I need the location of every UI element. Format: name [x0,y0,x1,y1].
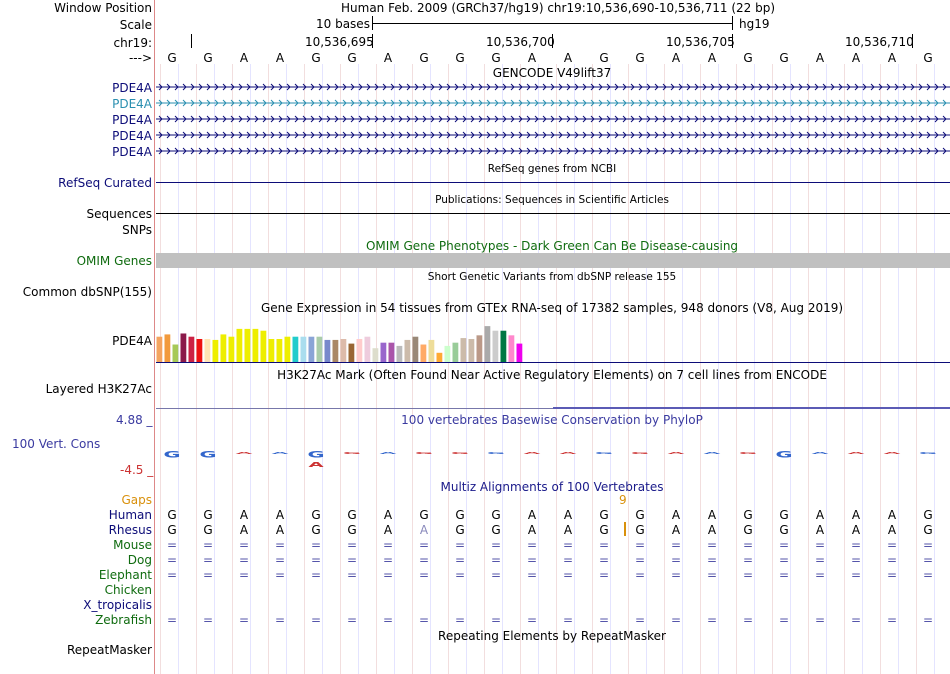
rhesus-base: G [599,523,609,537]
human-base: G [923,508,933,522]
alignment-match: = [238,538,250,552]
sequence-base: G [779,51,789,65]
alignment-match: = [886,538,898,552]
rhesus-base: A [815,523,825,537]
alignment-match: = [670,538,682,552]
alignment-match: = [202,568,214,582]
alignment-match: = [490,538,502,552]
species-chicken[interactable]: Chicken [104,583,152,597]
human-base: G [347,508,357,522]
scale-bar-left-cap [372,16,373,30]
conservation-base-positive: G [775,448,793,460]
alignment-match: = [670,553,682,567]
conservation-base-negative: G [342,451,362,455]
alignment-match: = [814,538,826,552]
alignment-match: = [706,553,718,567]
alignment-match: = [562,538,574,552]
conservation-base-negative: G [630,451,650,455]
alignment-match: = [238,553,250,567]
gtex-tissue-bar [181,333,187,362]
alignment-match: = [634,538,646,552]
alignment-match: = [562,568,574,582]
sequence-base: A [851,51,861,65]
gtex-tissue-bar [165,334,171,362]
alignment-match: = [346,538,358,552]
gencode-label[interactable]: PDE4A [112,81,152,95]
alignment-match: = [166,538,178,552]
gtex-tissue-bar [509,335,515,362]
multiz-title[interactable]: Multiz Alignments of 100 Vertebrates [440,480,664,494]
sequence-base: G [491,51,501,65]
sequence-base: G [311,51,321,65]
alignment-match: = [418,613,430,627]
scale-bar-right-cap [732,16,733,30]
rhesus-base: G [455,523,465,537]
gtex-tissue-bar [173,345,179,362]
alignment-match: = [382,538,394,552]
gtex-label[interactable]: PDE4A [112,334,152,348]
alignment-match: = [202,538,214,552]
human-base: G [491,508,501,522]
sequence-base: G [347,51,357,65]
human-base: G [599,508,609,522]
alignment-match: = [454,538,466,552]
human-base: G [311,508,321,522]
alignment-match: = [706,568,718,582]
alignment-match: = [310,538,322,552]
conservation-base-negative: A [308,461,324,469]
gtex-tissue-bar [493,331,499,362]
conservation-base-negative: A [667,451,685,455]
refseq-label[interactable]: RefSeq Curated [58,176,152,190]
human-base: A [527,508,537,522]
gtex-tissue-bar [157,337,163,362]
rhesus-base: A [851,523,861,537]
gtex-tissue-bar [221,334,227,362]
alignment-match: = [778,568,790,582]
dbsnp-title[interactable]: Short Genetic Variants from dbSNP release 155 [427,271,677,283]
publications-line[interactable] [156,213,950,214]
rhesus-base: G [743,523,753,537]
alignment-match: = [166,568,178,582]
gtex-tissue-bar [477,335,483,362]
alignment-match: = [562,553,574,567]
rhesus-base: A [275,523,285,537]
alignment-match: = [598,613,610,627]
gtex-tissue-bar [349,344,355,362]
alignment-match: = [202,553,214,567]
rhesus-base: G [347,523,357,537]
alignment-match: = [778,613,790,627]
h3k27ac-signal[interactable] [553,407,950,409]
alignment-match: = [490,568,502,582]
species-dog[interactable]: Dog [127,553,152,567]
conservation-base-negative: A [271,451,289,455]
rhesus-base: A [671,523,681,537]
conservation-base-negative: A [379,451,397,455]
conservation-label[interactable]: 100 Vert. Cons [12,437,101,451]
conservation-base-negative: A [235,451,253,455]
alignment-match: = [346,553,358,567]
sequence-base: G [743,51,753,65]
gtex-tissue-bar [213,340,219,362]
dbsnp-label[interactable]: Common dbSNP(155) [22,285,152,299]
human-base: A [671,508,681,522]
alignment-match: = [310,613,322,627]
gencode-label[interactable]: PDE4A [112,97,152,111]
alignment-match: = [634,568,646,582]
gencode-label[interactable]: PDE4A [112,129,152,143]
alignment-match: = [238,613,250,627]
gtex-tissue-bar [301,337,307,362]
alignment-match: = [886,568,898,582]
conservation-base-negative: A [847,451,865,455]
gtex-tissue-bar [325,340,331,362]
sequence-base: A [815,51,825,65]
conservation-base-negative: G [594,451,614,455]
gtex-bars[interactable] [156,316,950,364]
gtex-tissue-bar [357,339,363,362]
species-x-tropicalis[interactable]: X_tropicalis [83,598,152,612]
sequence-base: G [455,51,465,65]
alignment-match: = [382,568,394,582]
conservation-base-negative: A [703,451,721,455]
alignment-match: = [922,538,934,552]
alignment-match: = [418,553,430,567]
gtex-tissue-bar [445,346,451,362]
conservation-base-negative: G [414,451,434,455]
species-human[interactable]: Human [108,508,152,522]
tick-label: 10,536,705 [666,35,735,49]
gtex-tissue-bar [517,344,523,362]
gtex-tissue-bar [277,339,283,362]
sequence-base: G [167,51,177,65]
gaps-label: Gaps [121,493,152,507]
conservation-base-negative: A [559,451,577,455]
refseq-line[interactable] [156,182,950,183]
sequence-base: A [563,51,573,65]
alignment-match: = [922,568,934,582]
gtex-tissue-bar [197,339,203,362]
gtex-title[interactable]: Gene Expression in 54 tissues from GTEx RNA-seq of 17382 samples, 948 donors (V8, Aug 2019) [260,301,844,315]
alignment-match: = [742,568,754,582]
alignment-match: = [274,613,286,627]
alignment-match: = [634,613,646,627]
human-base: A [383,508,393,522]
gtex-tissue-bar [341,339,347,362]
gtex-tissue-bar [421,345,427,362]
conservation-base-positive: G [307,448,325,460]
human-base: G [167,508,177,522]
conservation-title[interactable]: 100 vertebrates Basewise Conservation by PhyloP [401,413,703,427]
assembly-label: hg19 [739,17,770,31]
alignment-match: = [850,553,862,567]
alignment-match: = [886,553,898,567]
rhesus-base: G [311,523,321,537]
sequence-base: G [923,51,933,65]
alignment-match: = [598,568,610,582]
alignment-match: = [418,568,430,582]
tick-label: 10,536,700 [486,35,555,49]
omim-bar[interactable] [156,253,950,268]
gtex-tissue-bar [269,339,275,362]
omim-title[interactable]: OMIM Gene Phenotypes - Dark Green Can Be Disease-causing [365,239,739,253]
gtex-tissue-bar [429,340,435,362]
alignment-match: = [598,538,610,552]
alignment-match: = [778,553,790,567]
gtex-tissue-bar [389,343,395,362]
conservation-base-positive: G [163,448,181,460]
gtex-tissue-bar [333,340,339,362]
human-base: G [455,508,465,522]
refseq-title[interactable]: RefSeq genes from NCBI [487,163,617,175]
alignment-match: = [454,568,466,582]
conservation-base-negative: G [918,451,938,455]
alignment-match: = [598,553,610,567]
alignment-match: = [382,553,394,567]
conservation-base-negative: G [486,451,506,455]
insertion-marker [624,522,626,536]
h3k27ac-label[interactable]: Layered H3K27Ac [45,382,152,396]
alignment-match: = [670,613,682,627]
repeatmasker-title[interactable]: Repeating Elements by RepeatMasker [438,629,666,643]
rhesus-base: G [491,523,501,537]
gtex-tissue-bar [469,339,475,362]
species-mouse[interactable]: Mouse [113,538,152,552]
strand-label: ---> [128,51,152,65]
rhesus-base: A [527,523,537,537]
alignment-match: = [526,613,538,627]
alignment-match: = [454,553,466,567]
alignment-match: = [562,613,574,627]
sequence-base: G [203,51,213,65]
alignment-match: = [418,538,430,552]
alignment-match: = [886,613,898,627]
alignment-match: = [922,613,934,627]
conservation-base-negative: A [523,451,541,455]
alignment-match: = [850,613,862,627]
rhesus-base: A [707,523,717,537]
species-zebrafish[interactable]: Zebrafish [95,613,152,627]
conservation-base-negative: G [738,451,758,455]
publications-title[interactable]: Publications: Sequences in Scientific Articles [435,194,669,206]
alignment-match: = [778,538,790,552]
gtex-tissue-bar [397,346,403,362]
alignment-match: = [274,568,286,582]
alignment-match: = [382,613,394,627]
gtex-tissue-bar [453,343,459,362]
position-text: Human Feb. 2009 (GRCh37/hg19) chr19:10,536,690-10,536,711 (22 bp) [341,1,776,15]
gtex-tissue-bar [365,337,371,362]
human-base: A [707,508,717,522]
alignment-match: = [454,613,466,627]
alignment-match: = [490,613,502,627]
human-base: A [851,508,861,522]
gtex-tissue-bar [373,348,379,362]
gencode-title[interactable]: GENCODE V49lift37 [492,66,612,80]
alignment-match: = [670,568,682,582]
gtex-tissue-bar [237,329,243,362]
gtex-tissue-bar [437,353,443,362]
conservation-base-negative: A [811,451,829,455]
species-elephant[interactable]: Elephant [98,568,152,582]
gtex-tissue-bar [205,339,211,362]
conservation-base-negative: G [450,451,470,455]
alignment-match: = [850,568,862,582]
alignment-match: = [634,553,646,567]
gtex-tissue-bar [229,337,235,362]
human-base: A [239,508,249,522]
alignment-match: = [310,568,322,582]
human-base: A [887,508,897,522]
alignment-match: = [850,538,862,552]
gtex-tissue-bar [485,326,491,362]
human-base: G [635,508,645,522]
snps-label[interactable]: SNPs [122,223,152,237]
gtex-tissue-bar [253,329,259,362]
rhesus-base: A [239,523,249,537]
sequence-base: A [707,51,717,65]
rhesus-base: G [203,523,213,537]
alignment-match: = [238,568,250,582]
repeatmasker-label[interactable]: RepeatMasker [66,643,152,657]
conservation-base-negative: A [883,451,901,455]
alignment-match: = [742,538,754,552]
alignment-match: = [346,613,358,627]
sequence-base: A [275,51,285,65]
omim-label[interactable]: OMIM Genes [76,254,152,268]
gtex-tissue-bar [293,337,299,362]
gtex-tissue-bar [461,338,467,362]
alignment-match: = [814,553,826,567]
alignment-match: = [274,553,286,567]
alignment-match: = [526,538,538,552]
alignment-match: = [922,553,934,567]
rhesus-base: G [635,523,645,537]
tick-label: 10,536,710 [845,35,914,49]
sequence-base: A [887,51,897,65]
gtex-tissue-bar [413,337,419,362]
window-position-label: Window Position [54,1,152,15]
gtex-tissue-bar [501,331,507,362]
sequence-base: G [419,51,429,65]
conservation-max: 4.88 _ [116,413,153,427]
conservation-base-positive: G [199,448,217,460]
human-base: G [203,508,213,522]
rhesus-base: G [779,523,789,537]
rhesus-base: A [383,523,393,537]
alignment-match: = [202,613,214,627]
human-base: A [275,508,285,522]
alignment-match: = [742,613,754,627]
rhesus-base: A [887,523,897,537]
rhesus-base: A [419,523,429,537]
conservation-min: -4.5 _ [120,463,154,477]
gencode-label[interactable]: PDE4A [112,113,152,127]
scale-label: Scale [119,18,152,32]
alignment-match: = [310,553,322,567]
scale-text: 10 bases [316,17,370,31]
alignment-match: = [706,538,718,552]
alignment-match: = [706,613,718,627]
human-base: G [743,508,753,522]
sequence-base: G [635,51,645,65]
gtex-tissue-bar [317,337,323,362]
alignment-match: = [526,568,538,582]
rhesus-base: G [923,523,933,537]
publications-label[interactable]: Sequences [86,207,152,221]
scale-bar [373,23,732,24]
sequence-base: A [383,51,393,65]
gtex-tissue-bar [309,337,315,362]
alignment-match: = [166,553,178,567]
rhesus-base: G [167,523,177,537]
gtex-tissue-bar [189,337,195,362]
alignment-match: = [526,553,538,567]
h3k27ac-title[interactable]: H3K27Ac Mark (Often Found Near Active Regulatory Elements) on 7 cell lines from ENCODE [277,368,827,382]
gtex-tissue-bar [285,337,291,362]
gencode-label[interactable]: PDE4A [112,145,152,159]
gtex-tissue-bar [381,343,387,362]
gap-count: 9 [619,493,627,507]
sequence-base: G [599,51,609,65]
human-base: G [779,508,789,522]
human-base: A [563,508,573,522]
alignment-match: = [742,553,754,567]
sequence-base: A [671,51,681,65]
alignment-match: = [490,553,502,567]
gtex-tissue-bar [405,340,411,362]
species-rhesus[interactable]: Rhesus [108,523,152,537]
sequence-base: A [527,51,537,65]
gtex-tissue-bar [245,329,251,362]
alignment-match: = [814,613,826,627]
alignment-match: = [814,568,826,582]
alignment-match: = [166,613,178,627]
conservation-logo[interactable] [156,444,950,474]
tick-label: 10,536,695 [305,35,374,49]
gtex-tissue-bar [261,331,267,362]
gencode-features[interactable] [156,80,950,160]
sequence-base: A [239,51,249,65]
human-base: A [815,508,825,522]
alignment-match: = [346,568,358,582]
alignment-match: = [274,538,286,552]
human-base: G [419,508,429,522]
chrom-label: chr19: [113,36,152,50]
rhesus-base: A [563,523,573,537]
